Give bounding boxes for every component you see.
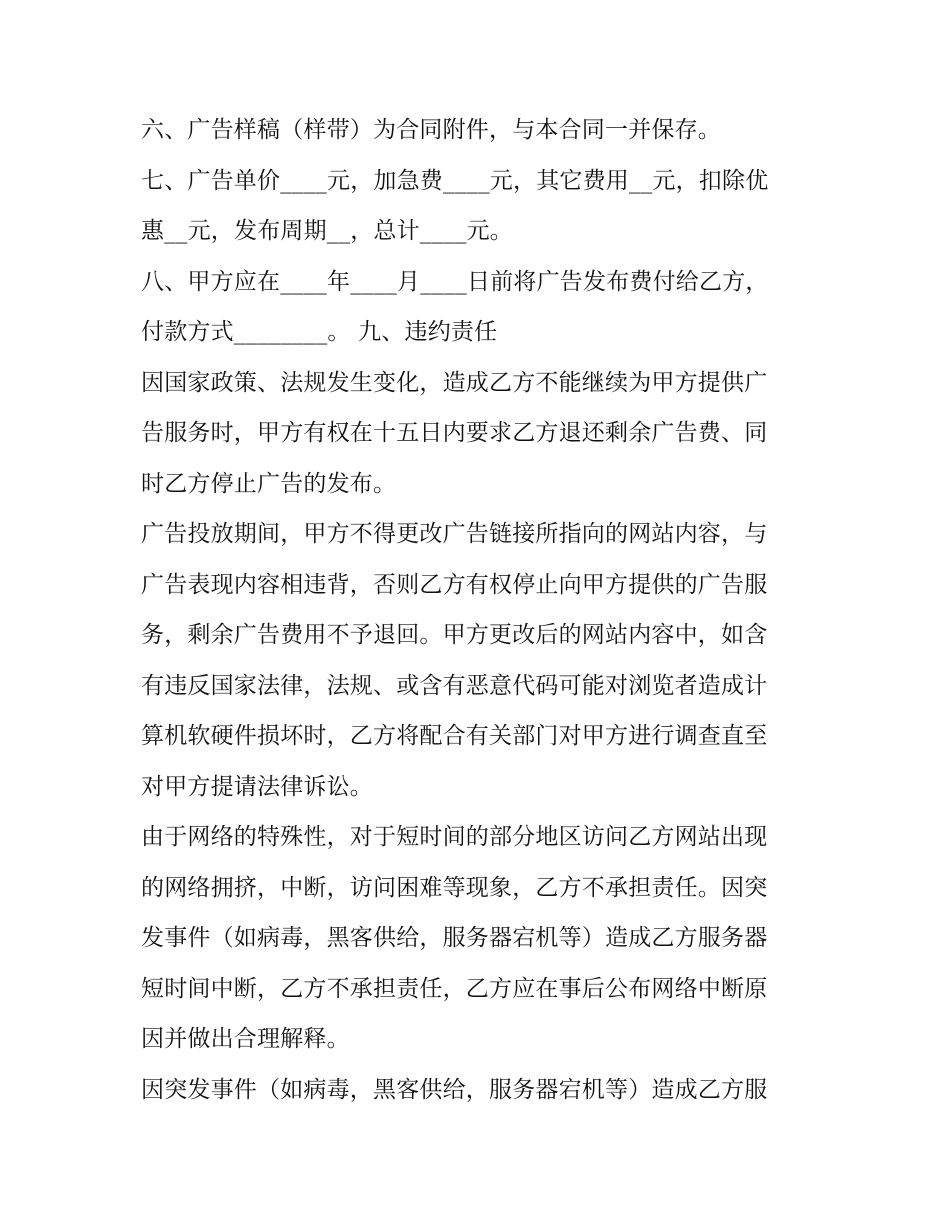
paragraph-content-line-6: 对甲方提请法律诉讼。 — [141, 773, 373, 800]
paragraph-network-line-2: 的网络拥挤，中断，访问困难等现象，乙方不承担责任。因突 — [141, 874, 768, 901]
paragraph-network-line-4: 短时间中断，乙方不承担责任，乙方应在事后公布网络中断原 — [141, 975, 768, 1002]
document-body — [141, 105, 821, 1115]
paragraph-content-line-5: 算机软硬件损坏时，乙方将配合有关部门对甲方进行调查直至 — [141, 723, 768, 749]
paragraph-policy-line-2: 告服务时，甲方有权在十五日内要求乙方退还剩余广告费、同 — [141, 420, 768, 446]
paragraph-content-line-4: 有违反国家法律，法规、或含有恶意代码可能对浏览者造成计 — [141, 672, 768, 699]
paragraph-network-line-5: 因并做出合理解释。 — [141, 1026, 350, 1052]
paragraph-network-line-3: 发事件（如病毒，黑客供给，服务器宕机等）造成乙方服务器 — [141, 925, 768, 951]
paragraph-content-line-1: 广告投放期间，甲方不得更改广告链接所指向的网站内容，与 — [141, 521, 768, 547]
paragraph-content-line-3: 务，剩余广告费用不予退回。甲方更改后的网站内容中，如含 — [141, 622, 768, 648]
paragraph-network-line-1: 由于网络的特殊性，对于短时间的部分地区访问乙方网站出现 — [141, 824, 768, 850]
clause-seven-line-2: 惠__元，发布周期__，总计____元。 — [141, 218, 513, 244]
clause-eight-nine-line: 付款方式________。 九、违约责任 — [141, 319, 498, 345]
paragraph-content-line-2: 广告表现内容相违背，否则乙方有权停止向甲方提供的广告服 — [141, 571, 768, 598]
paragraph-emergency-line-1: 因突发事件（如病毒，黑客供给，服务器宕机等）造成乙方服 — [141, 1076, 768, 1103]
paragraph-policy-line-3: 时乙方停止广告的发布。 — [141, 470, 397, 497]
clause-eight-line-1: 八、甲方应在____年____月____日前将广告发布费付给乙方， — [141, 268, 769, 295]
clause-seven-line-1: 七、广告单价____元，加急费____元，其它费用__元，扣除优 — [141, 167, 769, 194]
clause-six-line: 六、广告样稿（样带）为合同附件，与本合同一并保存。 — [141, 117, 721, 143]
paragraph-policy-line-1: 因国家政策、法规发生变化，造成乙方不能继续为甲方提供广 — [141, 369, 768, 396]
